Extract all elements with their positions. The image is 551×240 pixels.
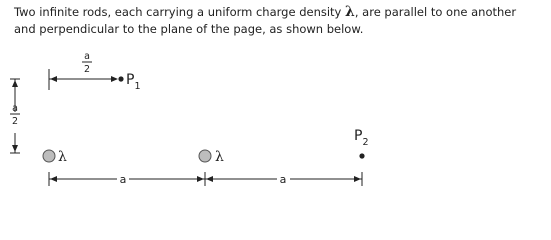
point-p2-label: $P_2$ <box>354 128 369 148</box>
vertical-fraction-numerator: a <box>12 103 18 114</box>
distance-a-label-1: a <box>119 173 127 186</box>
half-arrow-right <box>111 76 118 82</box>
half-arrow-left <box>50 76 57 82</box>
half-fraction-numerator: a <box>84 51 90 62</box>
dim2-arrow-left <box>206 176 213 182</box>
problem-text-start: Two infinite rods, each carrying a uniform charge density <box>14 5 346 19</box>
bottom-dimension-lines <box>49 172 362 186</box>
rod-1 <box>43 150 55 162</box>
point-p1-dot <box>118 76 123 81</box>
lambda-symbol: λ <box>345 4 355 20</box>
horizontal-half-dimension <box>49 69 115 90</box>
rod-1-label: λ <box>58 149 67 165</box>
rod-2-label: λ <box>215 149 224 165</box>
distance-a-label-2: a <box>279 173 287 186</box>
vertical-arrow-down <box>12 145 18 152</box>
rod-2 <box>199 150 211 162</box>
vertical-fraction-denominator: 2 <box>11 116 19 127</box>
half-fraction-denominator: 2 <box>83 64 91 75</box>
vertical-arrow-up <box>12 80 18 87</box>
dim1-arrow-right <box>197 176 204 182</box>
point-p1-label: $P_1$ <box>126 72 141 92</box>
dim1-arrow-left <box>50 176 57 182</box>
point-p2-dot <box>359 153 364 158</box>
problem-text-end: , are parallel to one another and perpendicular to the plane of the page, as shown below. <box>14 5 517 36</box>
dim2-arrow-right <box>354 176 361 182</box>
